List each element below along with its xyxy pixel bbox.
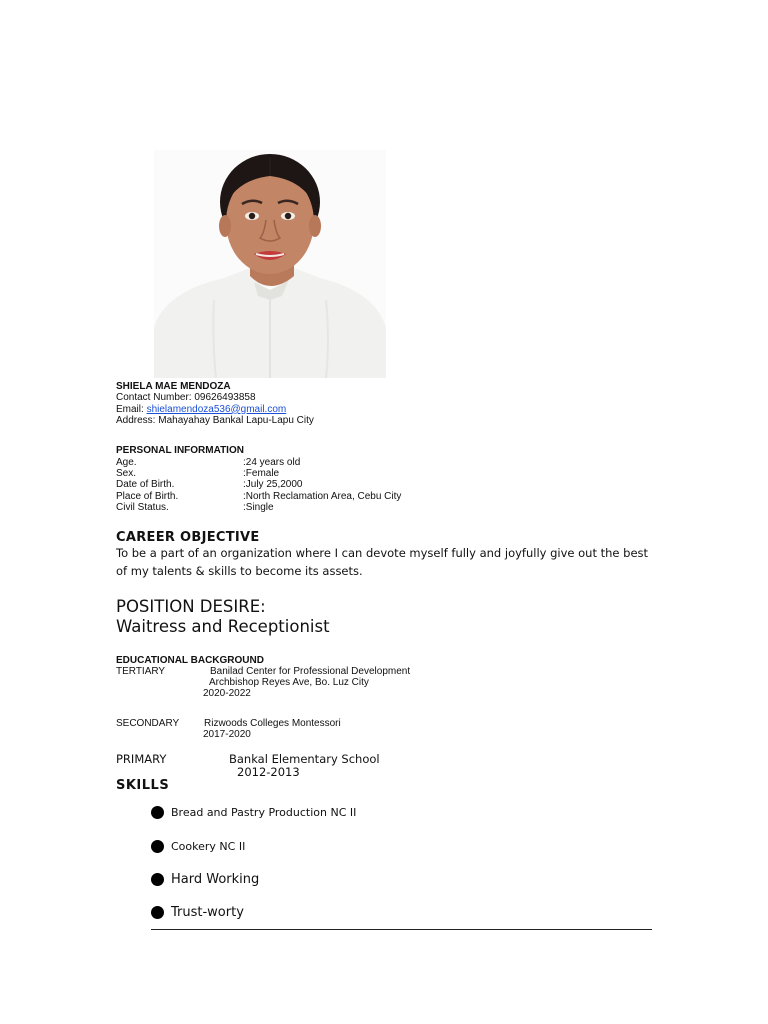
- education-title: EDUCATIONAL BACKGROUND: [116, 655, 264, 666]
- position-title: POSITION DESIRE:: [116, 597, 266, 616]
- position-block: [116, 597, 330, 637]
- pi-value: :July 25,2000: [243, 479, 303, 491]
- primary-level: PRIMARY: [116, 752, 167, 766]
- personal-info-row: [116, 479, 401, 490]
- pi-value: :Single: [243, 501, 274, 513]
- email-link[interactable]: shielamendoza536@gmail.com: [146, 403, 287, 415]
- contact-number: Contact Number: 09626493858: [116, 392, 256, 404]
- personal-info-row: [116, 502, 401, 513]
- tertiary-school: Banilad Center for Professional Development: [210, 666, 411, 677]
- personal-info-row: [116, 468, 401, 479]
- applicant-name: SHIELA MAE MENDOZA: [116, 381, 231, 392]
- secondary-school: Rizwoods Colleges Montessori: [204, 718, 341, 729]
- pi-label: Place of Birth.: [116, 490, 179, 502]
- pi-label: Sex.: [116, 468, 137, 480]
- pi-value: :North Reclamation Area, Cebu City: [243, 490, 402, 502]
- skill-label: Hard Working: [171, 872, 260, 887]
- skill-item: [151, 840, 245, 853]
- secondary-years: 2017-2020: [203, 729, 251, 740]
- skill-label: Trust-worty: [171, 905, 244, 920]
- position-value: Waitress and Receptionist: [116, 617, 330, 636]
- skill-label: Bread and Pastry Production NC II: [171, 806, 357, 819]
- pi-value: :Female: [243, 468, 280, 480]
- bottom-divider: [151, 929, 652, 930]
- personal-info-row: [116, 491, 401, 502]
- email-label: Email:: [116, 403, 147, 415]
- bullet-icon: [151, 840, 164, 853]
- bullet-icon: [151, 906, 164, 919]
- career-objective-text: To be a part of an organization where I can devote myself fully and joyfully give out the best of my talents & skills to become its assets.: [116, 546, 649, 578]
- profile-photo: [154, 150, 386, 378]
- skill-item: [151, 806, 356, 819]
- career-objective-title: CAREER OBJECTIVE: [116, 530, 260, 545]
- skill-item: [151, 872, 259, 887]
- pi-value: :24 years old: [243, 457, 301, 468]
- tertiary-address: Archbishop Reyes Ave, Bo. Luz City: [209, 677, 369, 688]
- primary-years: 2012-2013: [237, 765, 300, 779]
- contact-block: [116, 381, 314, 426]
- secondary-level: SECONDARY: [116, 718, 180, 729]
- tertiary-level: TERTIARY: [116, 666, 166, 677]
- tertiary-years: 2020-2022: [203, 688, 251, 699]
- personal-info-row: [116, 457, 401, 468]
- email-line: [116, 404, 314, 415]
- address: Address: Mahayahay Bankal Lapu-Lapu City: [116, 414, 314, 426]
- primary-school: Bankal Elementary School: [229, 752, 380, 766]
- pi-label: Age.: [116, 457, 137, 468]
- bullet-icon: [151, 806, 164, 819]
- personal-info-table: [116, 457, 401, 513]
- pi-label: Civil Status.: [116, 501, 169, 513]
- skill-label: Cookery NC II: [171, 840, 246, 853]
- pi-label: Date of Birth.: [116, 479, 175, 491]
- bullet-icon: [151, 873, 164, 886]
- skill-item: [151, 905, 244, 920]
- skills-title: SKILLS: [116, 778, 170, 793]
- personal-info-title: PERSONAL INFORMATION: [116, 445, 244, 456]
